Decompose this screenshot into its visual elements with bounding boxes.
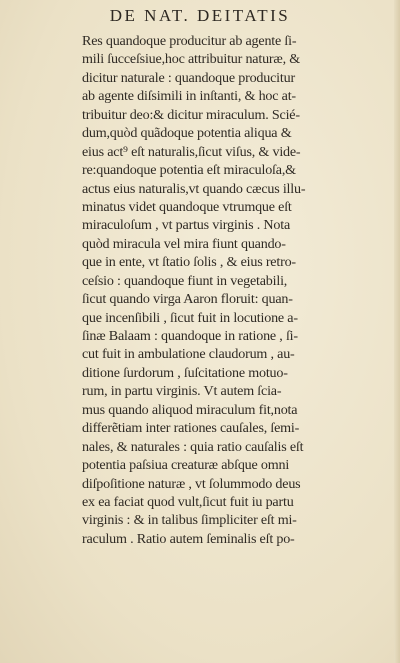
text-line: ditione ſurdorum , ſuſcitatione motuo- [82, 364, 288, 381]
text-line: minatus videt quandoque vtrumque eſt [82, 198, 292, 215]
text-line: virginis : & in talibus ſimpliciter eſt mi- [82, 512, 297, 529]
text-line: re:quandoque potentia eſt miraculoſa,& [82, 162, 296, 179]
running-title: DE NAT. DEITATIS [109, 6, 291, 25]
text-line: potentia paſsiua creaturæ abſque omni [82, 457, 290, 474]
text-line: ceſsio : quandoque fiunt in vegetabili, [82, 272, 288, 289]
text-line: ſinæ Balaam : quandoque in ratione , ſi- [82, 328, 298, 344]
text-line: differẽtiam inter rationes cauſales, ſemi- [82, 420, 300, 437]
text-line: cut fuit in ambulatione claudorum , au- [82, 346, 295, 363]
text-line: mili ſucceſsiue,hoc attribuitur naturæ, & [82, 51, 301, 68]
text-line: ab agente diſsimili in inſtanti, & hoc at- [82, 88, 296, 105]
text-line: mus quando aliquod miraculum fit,nota [82, 401, 298, 418]
text-line: que incenſibili , ſicut fuit in locutione a- [82, 309, 298, 326]
text-line: nales, & naturales : quia ratio cauſalis eſt [82, 438, 304, 455]
page-edge [394, 0, 400, 663]
text-line: ex ea faciat quod vult,ſicut fuit iu partu [82, 493, 294, 510]
text-line: Res quandoque producitur ab agente ſi- [82, 33, 297, 49]
text-line: diſpoſitione naturæ , vt ſolummodo deus [82, 475, 301, 492]
text-line: actus eius naturalis,vt quando cæcus illu- [82, 180, 306, 197]
text-line: raculum . Ratio autem ſeminalis eſt po- [82, 530, 295, 547]
body-text [82, 32, 388, 548]
text-line: rum, in partu virginis. Vt autem ſcia- [82, 383, 282, 400]
text-line: dum,quòd quãdoque potentia aliqua & [82, 125, 292, 142]
text-line: dicitur naturale : quandoque producitur [82, 69, 295, 86]
text-line: quòd miracula vel mira fiunt quando- [82, 235, 286, 252]
text-line: que in ente, vt ſtatio ſolis , & eius retro- [82, 254, 296, 271]
text-line: ſicut quando virga Aaron floruit: quan- [82, 291, 293, 308]
text-line: eius act⁹ eſt naturalis,ſicut viſus, & vide- [82, 143, 301, 160]
text-line: tribuitur deo:& dicitur miraculum. Scié- [82, 106, 300, 123]
text-line: miraculoſum , vt partus virginis . Nota [82, 217, 291, 234]
